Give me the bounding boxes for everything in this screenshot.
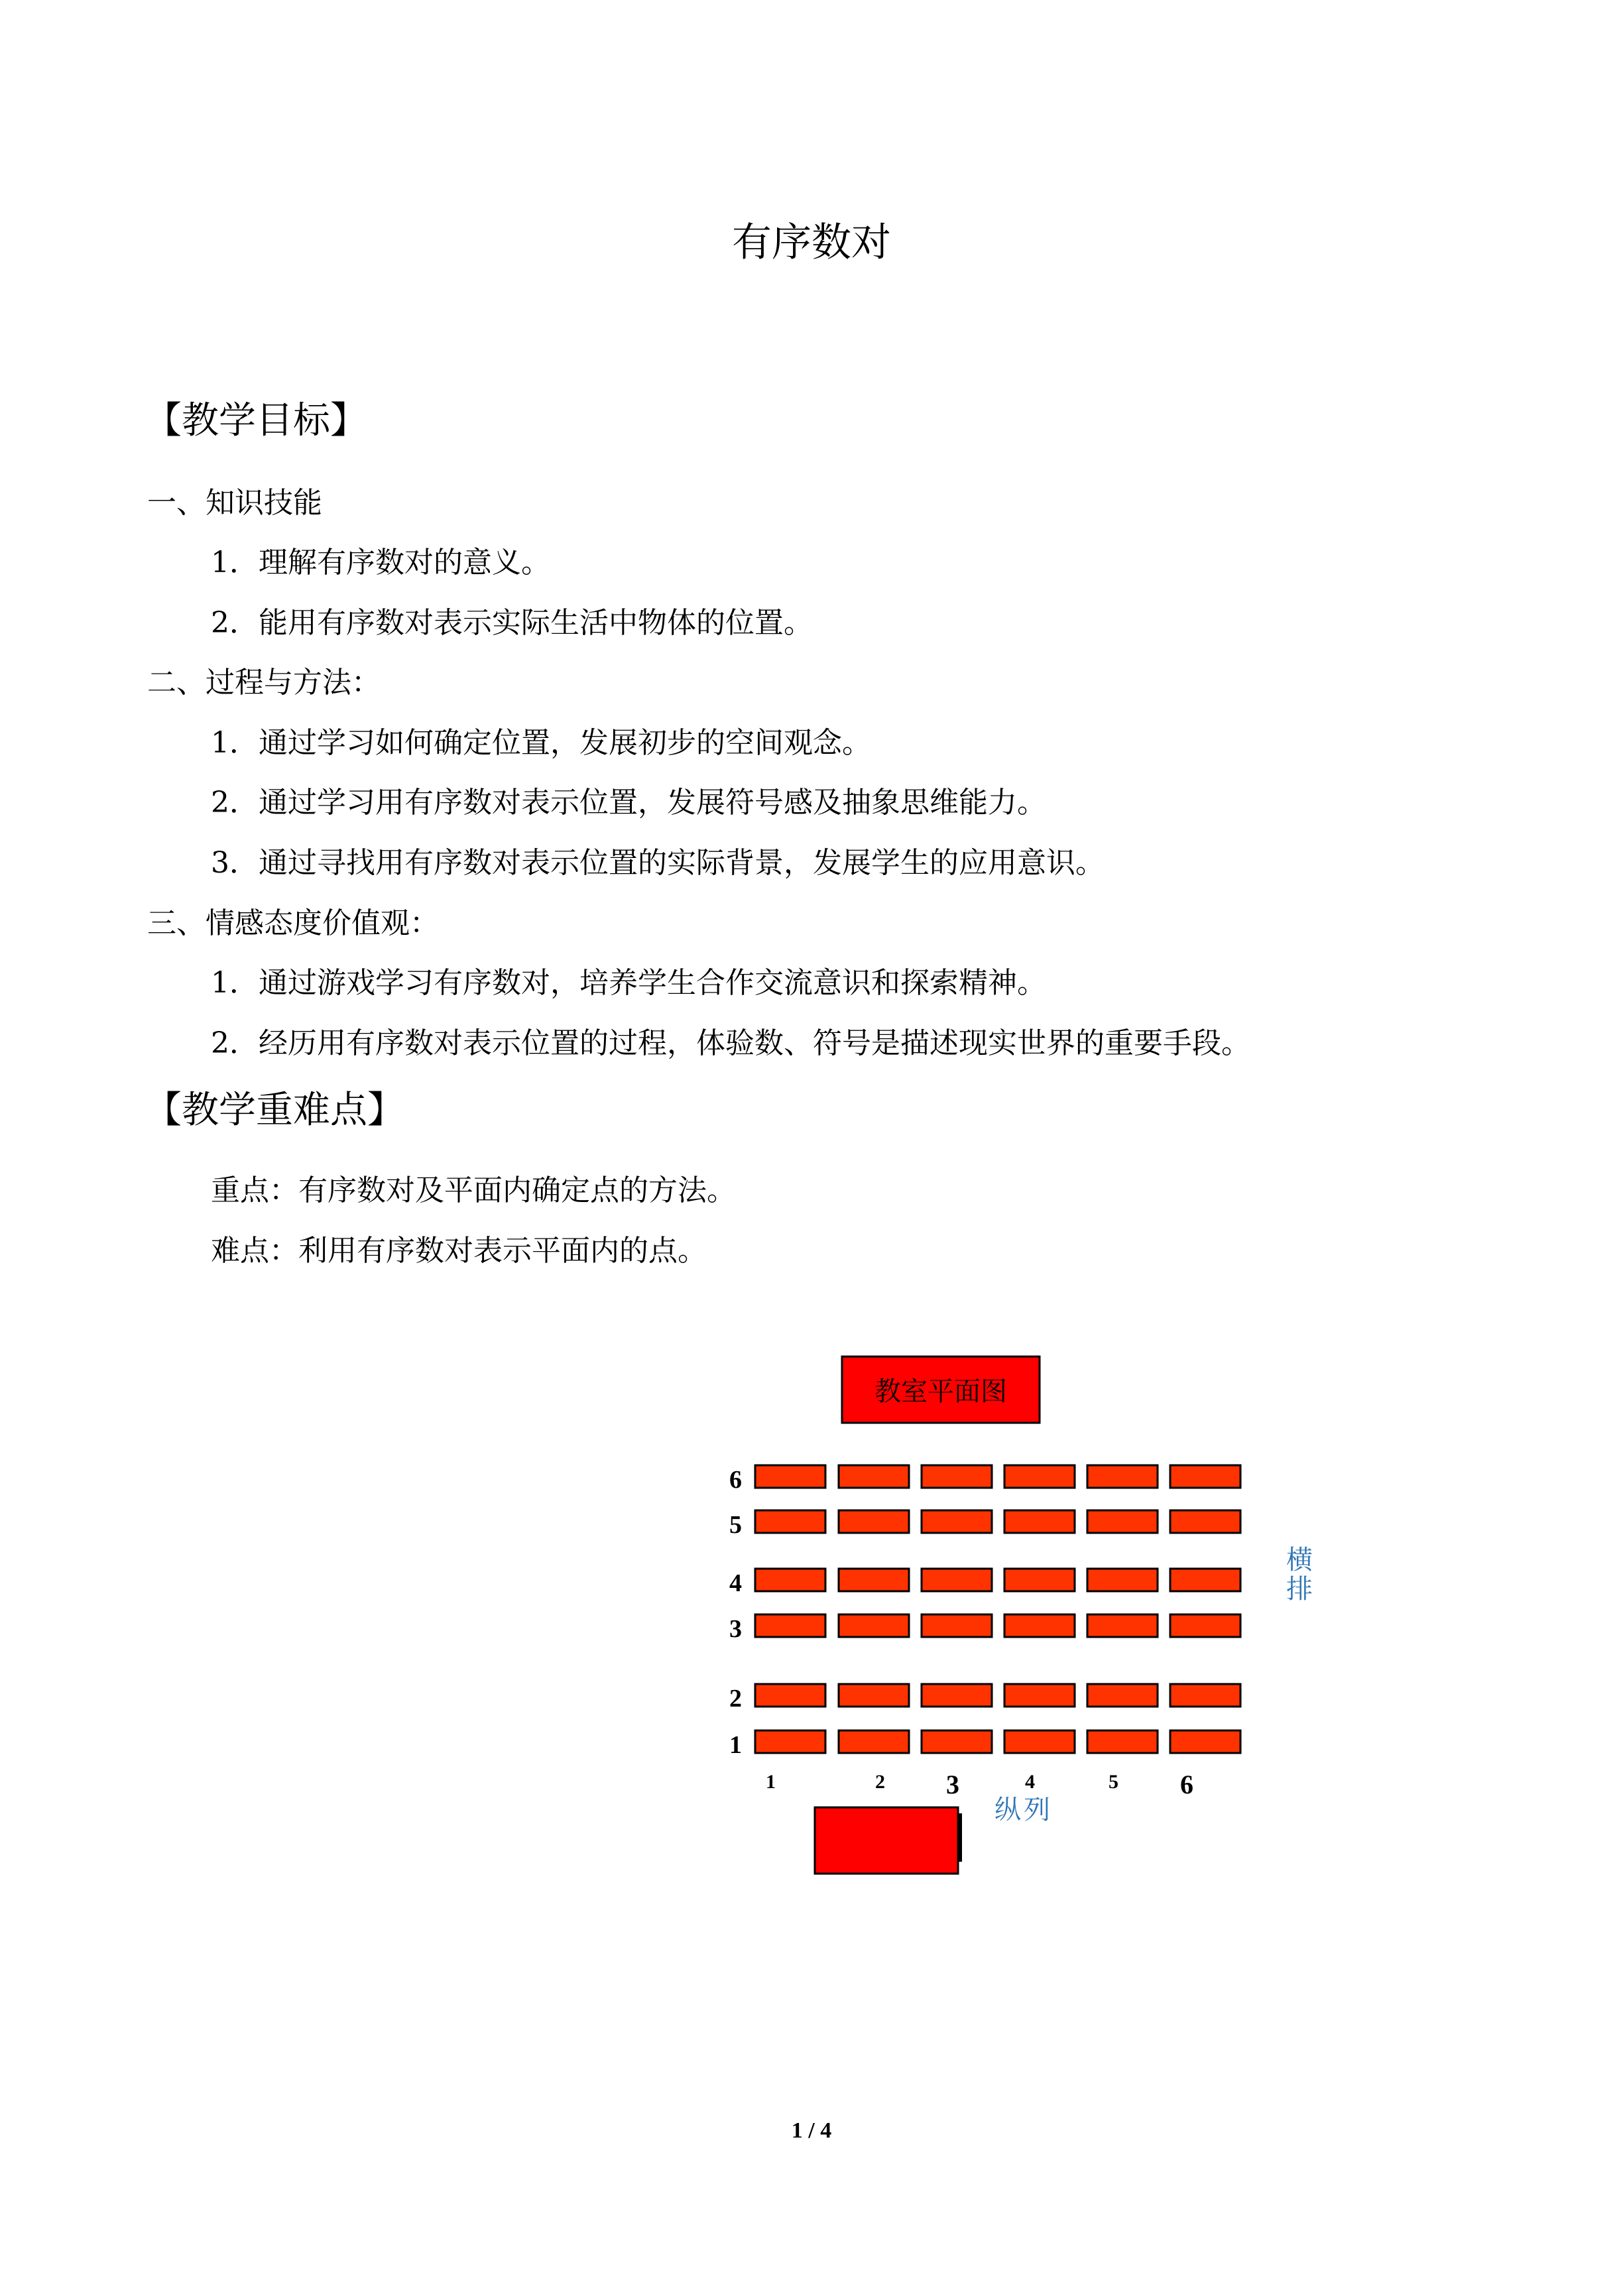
desk <box>922 1684 992 1707</box>
group-label: 二、过程与方法： <box>147 666 381 699</box>
row-label: 2 <box>729 1685 742 1713</box>
column-label: 4 <box>1025 1771 1035 1793</box>
section-heading-objectives: 【教学目标】 <box>145 399 367 442</box>
desk <box>1087 1465 1158 1488</box>
page-title: 有序数对 <box>732 219 891 266</box>
desk-grid <box>755 1465 1240 1753</box>
list-item: 1．通过游戏学习有序数对，培养学生合作交流意识和探索精神。 <box>211 966 1046 1000</box>
desk <box>922 1569 992 1591</box>
desk <box>1170 1614 1240 1637</box>
desk <box>755 1730 825 1753</box>
desk <box>755 1510 825 1533</box>
desk <box>1087 1684 1158 1707</box>
list-item: 3．通过寻找用有序数对表示位置的实际背景，发展学生的应用意识。 <box>211 846 1105 880</box>
row-label: 5 <box>729 1511 742 1539</box>
row-labels <box>729 1466 742 1759</box>
column-axis-label: 纵列 <box>994 1795 1053 1825</box>
desk <box>839 1614 909 1637</box>
column-label: 6 <box>1180 1770 1193 1799</box>
list-item: 1．通过学习如何确定位置，发展初步的空间观念。 <box>211 726 871 760</box>
desk <box>839 1730 909 1753</box>
desk <box>1004 1510 1075 1533</box>
list-item: 2．通过学习用有序数对表示位置，发展符号感及抽象思维能力。 <box>211 786 1046 819</box>
desk <box>1087 1510 1158 1533</box>
desk <box>755 1569 825 1591</box>
desk <box>1004 1614 1075 1637</box>
row-label: 4 <box>729 1569 742 1597</box>
desk <box>755 1614 825 1637</box>
desk <box>1170 1465 1240 1488</box>
key-point: 重点：有序数对及平面内确定点的方法。 <box>211 1174 736 1207</box>
list-item: 2．能用有序数对表示实际生活中物体的位置。 <box>211 606 813 640</box>
column-label: 5 <box>1109 1771 1118 1793</box>
desk <box>922 1614 992 1637</box>
section-heading-key-points: 【教学重难点】 <box>145 1089 404 1132</box>
column-label: 2 <box>875 1771 885 1793</box>
group-label: 三、情感态度价值观： <box>147 906 439 940</box>
desk <box>839 1684 909 1707</box>
desk <box>839 1465 909 1488</box>
desk <box>1004 1684 1075 1707</box>
desk <box>922 1510 992 1533</box>
list-item: 1．理解有序数对的意义。 <box>211 546 550 579</box>
group-label: 一、知识技能 <box>147 486 322 520</box>
row-label: 1 <box>729 1731 742 1759</box>
row-label: 6 <box>729 1466 742 1494</box>
desk <box>922 1730 992 1753</box>
desk <box>1170 1684 1240 1707</box>
teacher-podium <box>815 1807 958 1874</box>
page-number: 1 / 4 <box>791 2118 832 2143</box>
desk <box>1170 1730 1240 1753</box>
desk <box>1004 1569 1075 1591</box>
desk <box>1087 1730 1158 1753</box>
desk <box>1004 1465 1075 1488</box>
row-axis-label: 横 <box>1286 1545 1313 1575</box>
column-labels <box>766 1770 1193 1799</box>
row-axis-label: 排 <box>1286 1574 1313 1604</box>
list-item: 2．经历用有序数对表示位置的过程，体验数、符号是描述现实世界的重要手段。 <box>211 1026 1250 1060</box>
desk <box>1004 1730 1075 1753</box>
row-label: 3 <box>729 1615 742 1643</box>
column-label: 3 <box>946 1770 959 1799</box>
desk <box>839 1569 909 1591</box>
desk <box>1087 1614 1158 1637</box>
desk <box>922 1465 992 1488</box>
desk <box>755 1684 825 1707</box>
desk <box>839 1510 909 1533</box>
desk <box>1170 1569 1240 1591</box>
difficult-point: 难点：利用有序数对表示平面内的点。 <box>211 1234 707 1268</box>
desk <box>755 1465 825 1488</box>
classroom-plan-title: 教室平面图 <box>874 1376 1007 1407</box>
desk <box>1170 1510 1240 1533</box>
desk <box>1087 1569 1158 1591</box>
column-label: 1 <box>766 1771 776 1793</box>
